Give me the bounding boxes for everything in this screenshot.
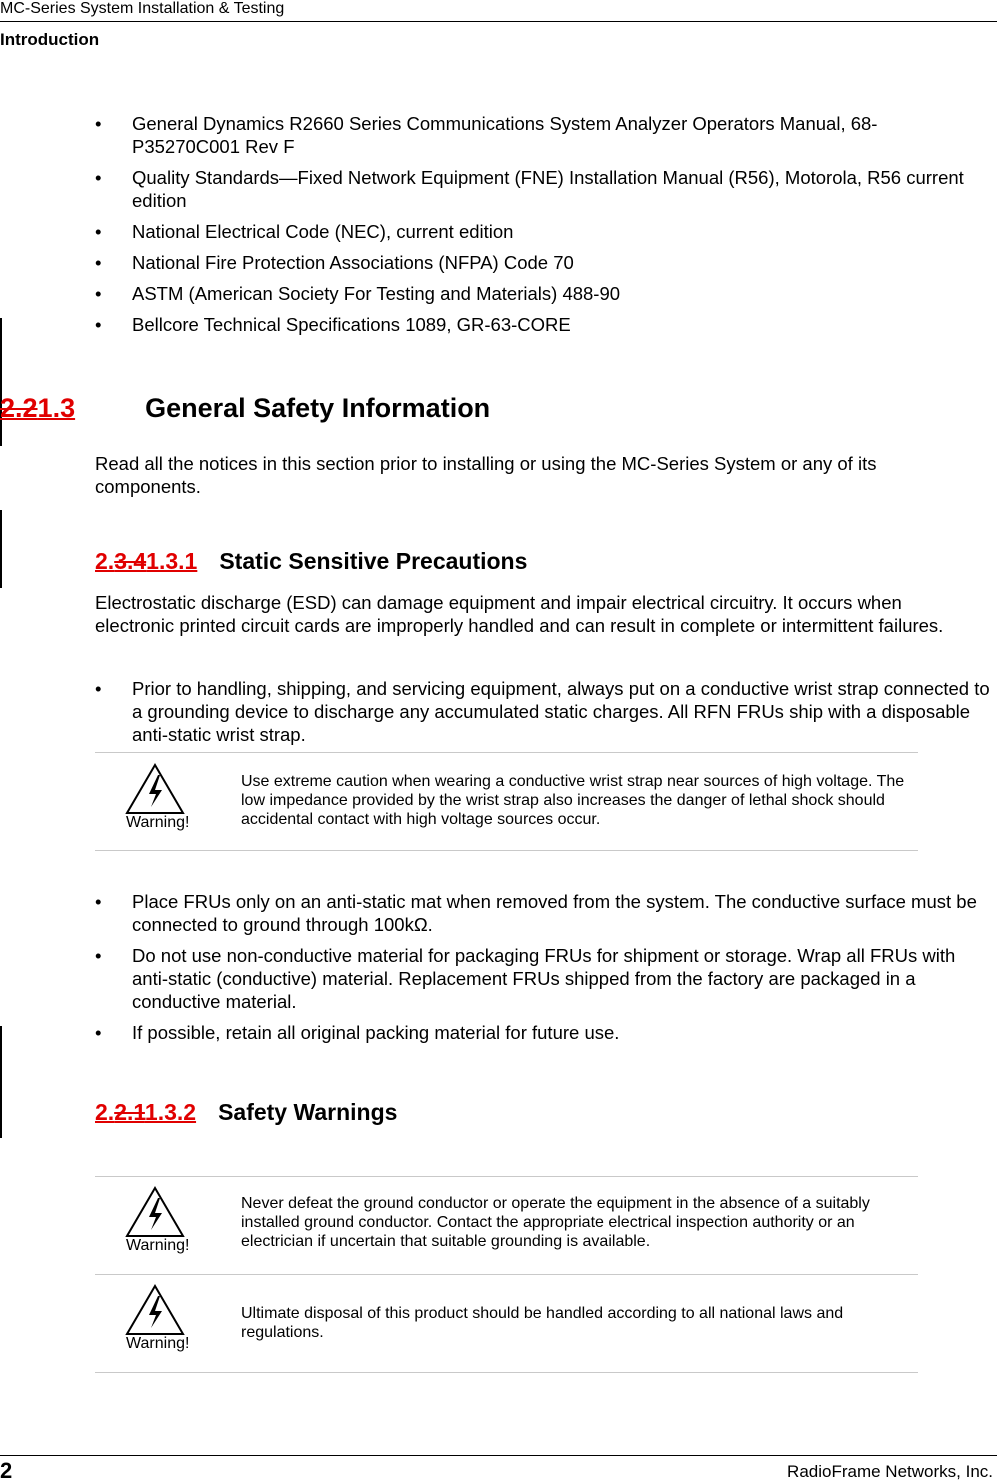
warning-icon-block [125,1186,205,1255]
warning-rule [95,752,918,753]
header-rule [0,21,997,22]
static-list-1 [95,677,995,754]
list-item: • Prior to handling, shipping, and servicing equipment, always put on a conductive wrist strap connected to a grounding device to discharge any accumulated static charges. All RFN FRUs ship with a disposable anti-static wrist strap. [95,677,995,746]
heading-safety-warnings [95,1099,397,1126]
heading-title: Static Sensitive Precautions [219,548,528,574]
heading-general-safety [0,393,490,424]
high-voltage-warning-icon [125,1186,185,1238]
warning-rule [95,1372,918,1373]
warning-label: Warning! [126,814,190,831]
warning-rule [95,1176,918,1177]
list-item: • If possible, retain all original packing material for future use. [95,1021,985,1044]
page-number: 2 [0,1458,13,1483]
warning-text: Ultimate disposal of this product should be handled according to all national laws and regulations. [241,1305,844,1341]
list-item: • Quality Standards—Fixed Network Equipment (FNE) Installation Manual (R56), Motorola, R56 current edition [95,166,975,212]
list-item: • Do not use non-conductive material for packaging FRUs for shipment or storage. Wrap all FRUs with anti-static (conductive) material. Replacement FRUs shipped from the factory are packaged in a conductive material. [95,944,985,1013]
high-voltage-warning-icon [125,1284,185,1336]
warning-text: Never defeat the ground conductor or operate the equipment in the absence of a suitably installed ground conductor. Contact the appropriate electrical inspection authority or an electrician if uncertain that suitable grounding is available. [241,1195,870,1250]
document-title: MC-Series System Installation & Testing [0,0,285,17]
static-list-2 [95,890,985,1052]
company-name: RadioFrame Networks, Inc. [787,1462,993,1481]
list-item: • ASTM (American Society For Testing and Materials) 488-90 [95,282,975,305]
list-item: • General Dynamics R2660 Series Communications System Analyzer Operators Manual, 68-P35270C001 Rev F [95,112,975,158]
section-number: 2.21.3 [0,393,76,423]
reference-list [95,112,975,344]
change-bar [0,318,2,446]
warning-icon-block [125,763,205,832]
change-bar [0,510,2,588]
change-bar [0,1026,2,1138]
section-number: 2.2.11.3.2 [95,1099,197,1125]
section-number: 2.3.41.3.1 [95,548,198,574]
warning-label: Warning! [126,1237,190,1254]
warning-icon-block [125,1284,205,1353]
heading-title: Safety Warnings [218,1099,398,1125]
heading-title: General Safety Information [145,393,491,423]
list-item: • Place FRUs only on an anti-static mat when removed from the system. The conductive surface must be connected to ground through 100kΩ. [95,890,985,936]
high-voltage-warning-icon [125,763,185,815]
heading-static-precautions [95,548,527,575]
static-intro: Electrostatic discharge (ESD) can damage equipment and impair electrical circuitry. It occurs when electronic printed circuit cards are improperly handled and can result in complete or intermittent failures. [95,592,944,636]
warning-rule [95,850,918,851]
list-item: • National Electrical Code (NEC), current edition [95,220,975,243]
section-name: Introduction [0,30,100,49]
list-item: • National Fire Protection Associations (NFPA) Code 70 [95,251,975,274]
warning-label: Warning! [126,1335,190,1352]
safety-intro: Read all the notices in this section prior to installing or using the MC-Series System or any of its components. [95,453,877,497]
warning-rule [95,1274,918,1275]
list-item: • Bellcore Technical Specifications 1089, GR-63-CORE [95,313,975,336]
warning-text: Use extreme caution when wearing a conductive wrist strap near sources of high voltage. The low impedance provided by the wrist strap also increases the danger of lethal shock should accidental contact with high voltage sources occur. [241,773,905,828]
footer-rule [0,1455,997,1456]
